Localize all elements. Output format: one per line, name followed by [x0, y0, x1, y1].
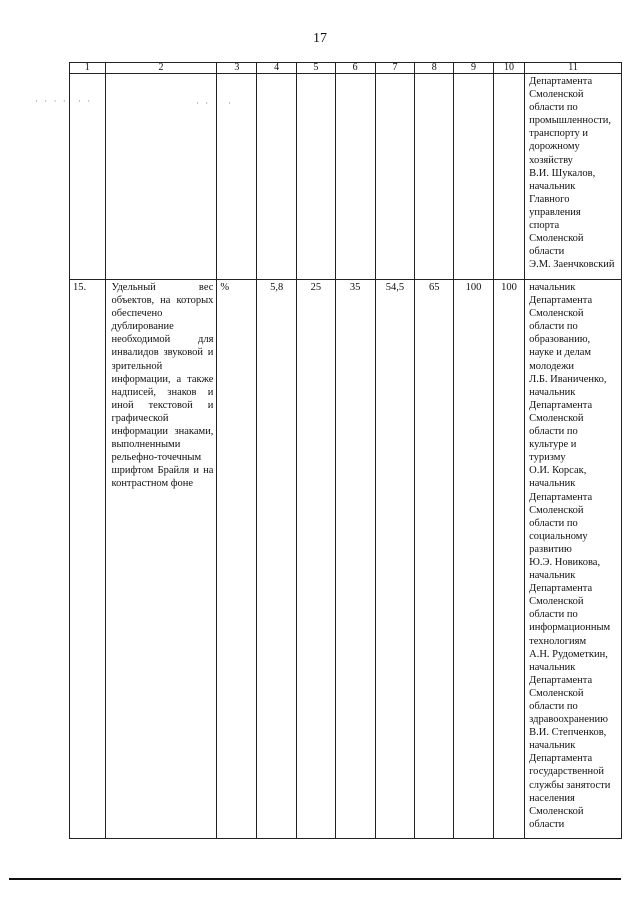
- empty-cell: [297, 74, 336, 280]
- responsible-line: Смоленской: [529, 805, 584, 817]
- value-cell: 25: [297, 280, 336, 839]
- responsible-line: области: [529, 818, 565, 830]
- responsible-line: Л.Б. Иваниченко,: [529, 373, 607, 385]
- responsible-line: государственной: [529, 766, 604, 778]
- responsible-line: В.И. Шукалов,: [529, 167, 596, 179]
- responsible-line: А.Н. Рудометкин,: [529, 648, 608, 660]
- column-number: 9: [454, 63, 494, 74]
- responsible-line: Смоленской: [529, 89, 584, 101]
- value-cell: 100: [454, 280, 494, 839]
- column-number: 10: [493, 63, 524, 74]
- responsible-line: дорожному: [529, 141, 580, 153]
- unit-cell: %: [217, 280, 257, 839]
- responsible-line: технологиям: [529, 635, 587, 647]
- responsible-line: транспорту и: [529, 128, 588, 140]
- responsible-line: В.И. Степченков,: [529, 727, 607, 739]
- column-number: 7: [375, 63, 415, 74]
- responsible-line: начальник: [529, 282, 576, 293]
- responsible-cell: [525, 280, 622, 839]
- empty-cell: [415, 74, 454, 280]
- responsible-line: промышленности,: [529, 115, 611, 127]
- responsible-line: Главного: [529, 193, 570, 205]
- responsible-line: Департамента: [529, 295, 593, 307]
- responsible-line: начальник: [529, 478, 576, 490]
- scan-artifact: ·: [228, 98, 233, 108]
- responsible-line: молодежи: [529, 360, 574, 372]
- responsible-line: управления: [529, 206, 581, 218]
- empty-cell: [454, 74, 494, 280]
- responsible-line: службы занятости: [529, 779, 611, 791]
- column-number: 3: [217, 63, 257, 74]
- indicator-name: Удельный вес объектов, на которых обеспечено дублирование необходимой для инвалидов звуковой и зрительной информации, а также надписей, знаков и иной текстовой и графической информации знаками, выполненными рельефно-точечным шрифтом Брайля и на контрастном фоне: [105, 280, 217, 839]
- responsible-line: туризму: [529, 452, 566, 464]
- scan-artifact: · · · ·: [35, 96, 68, 106]
- responsible-line: здравоохранению: [529, 714, 608, 726]
- scan-artifact: · ·: [78, 96, 93, 106]
- responsible-line: Департамента: [529, 76, 593, 87]
- page-number: 17: [313, 31, 327, 46]
- value-cell: 35: [335, 280, 375, 839]
- responsible-line: Департамента: [529, 491, 593, 503]
- responsible-line: Ю.Э. Новикова,: [529, 556, 601, 568]
- responsible-line: начальник: [529, 661, 576, 673]
- responsible-line: области по: [529, 701, 578, 712]
- responsible-line: области по: [529, 517, 578, 529]
- responsible-line: начальник: [529, 180, 576, 192]
- empty-cell: [493, 74, 524, 280]
- responsible-line: образованию,: [529, 334, 591, 346]
- responsible-line: области по: [529, 426, 578, 438]
- table-row-15: [70, 280, 622, 839]
- responsible-line: начальник: [529, 386, 576, 398]
- responsible-line: развитию: [529, 543, 572, 555]
- scan-artifact: · ·: [196, 98, 211, 108]
- empty-cell: [217, 74, 257, 280]
- empty-cell: [105, 74, 217, 280]
- column-number: 6: [335, 63, 375, 74]
- responsible-line: области по: [529, 609, 578, 621]
- column-number: 11: [525, 63, 622, 74]
- bottom-rule: [9, 878, 621, 880]
- responsible-line: области по: [529, 321, 578, 333]
- responsible-line: науке и делам: [529, 347, 592, 359]
- column-number: 1: [70, 63, 106, 74]
- responsible-line: спорта: [529, 220, 560, 232]
- responsible-line: Смоленской: [529, 308, 584, 320]
- responsible-line: Смоленской: [529, 233, 584, 245]
- responsible-line: начальник: [529, 740, 576, 752]
- responsible-line: Смоленской: [529, 504, 584, 516]
- column-number: 2: [105, 63, 217, 74]
- responsible-line: культуре и: [529, 439, 577, 451]
- value-cell: 100: [493, 280, 524, 839]
- responsible-line: О.И. Корсак,: [529, 465, 587, 477]
- responsible-line: хозяйству: [529, 154, 573, 166]
- indicator-table: [69, 62, 622, 839]
- responsible-cell: [525, 74, 622, 280]
- responsible-line: области: [529, 246, 565, 258]
- responsible-line: начальник: [529, 570, 576, 582]
- empty-cell: [375, 74, 415, 280]
- responsible-line: Смоленской: [529, 687, 584, 699]
- responsible-line: Смоленской: [529, 596, 584, 608]
- responsible-line: Э.М. Заенчковский: [529, 259, 615, 271]
- responsible-line: Смоленской: [529, 412, 584, 424]
- value-cell: 54,5: [375, 280, 415, 839]
- responsible-line: информационным: [529, 622, 611, 634]
- row-number: 15.: [70, 280, 106, 839]
- column-number: 4: [257, 63, 297, 74]
- responsible-line: Департамента: [529, 399, 593, 411]
- responsible-line: населения: [529, 792, 575, 804]
- empty-cell: [335, 74, 375, 280]
- value-cell: 5,8: [257, 280, 297, 839]
- responsible-line: социальному: [529, 530, 588, 542]
- responsible-line: области по: [529, 102, 578, 114]
- responsible-line: Департамента: [529, 674, 593, 686]
- responsible-line: Департамента: [529, 753, 593, 765]
- value-cell: 65: [415, 280, 454, 839]
- column-number: 8: [415, 63, 454, 74]
- empty-cell: [70, 74, 106, 280]
- column-number-row: [70, 63, 622, 74]
- empty-cell: [257, 74, 297, 280]
- responsible-line: Департамента: [529, 583, 593, 595]
- table-row-continuation: [70, 74, 622, 280]
- column-number: 5: [297, 63, 336, 74]
